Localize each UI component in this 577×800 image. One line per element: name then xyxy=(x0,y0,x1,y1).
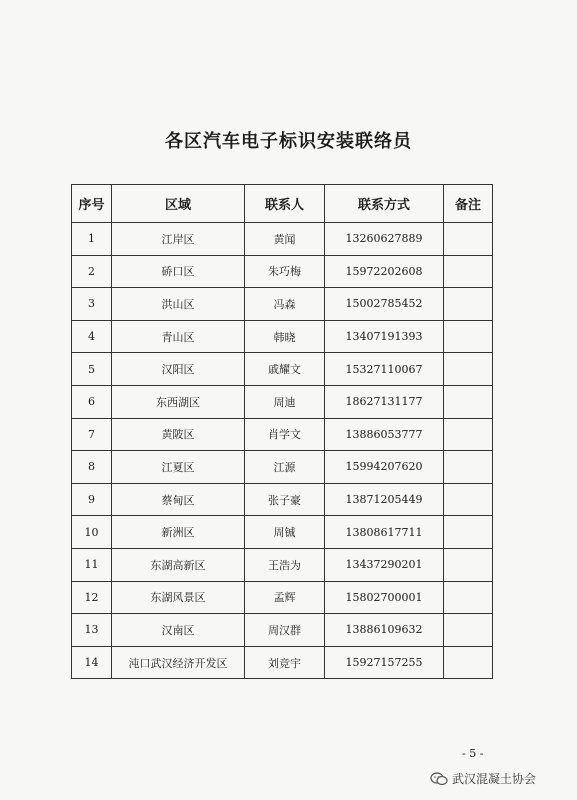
phone-cell: 13871205449 xyxy=(325,483,444,516)
note-cell xyxy=(444,385,493,418)
table-row xyxy=(72,548,493,581)
table-row xyxy=(72,320,493,353)
phone-cell: 15927157255 xyxy=(325,646,444,679)
note-cell xyxy=(444,516,493,549)
table-row xyxy=(72,255,493,288)
district-cell: 江夏区 xyxy=(112,451,245,484)
table-row xyxy=(72,646,493,679)
district-cell: 硚口区 xyxy=(112,255,245,288)
district-cell: 汉南区 xyxy=(112,614,245,647)
note-cell xyxy=(444,581,493,614)
note-cell xyxy=(444,451,493,484)
table-row xyxy=(72,418,493,451)
table-row xyxy=(72,516,493,549)
phone-cell: 15802700001 xyxy=(325,581,444,614)
header-note: 备注 xyxy=(444,185,493,223)
table-row xyxy=(72,353,493,386)
contact-cell: 肖学文 xyxy=(245,418,325,451)
header-no: 序号 xyxy=(72,185,112,223)
district-cell: 汉阳区 xyxy=(112,353,245,386)
header-phone: 联系方式 xyxy=(325,185,444,223)
contact-cell: 张子豪 xyxy=(245,483,325,516)
phone-cell: 13886053777 xyxy=(325,418,444,451)
district-cell: 东西湖区 xyxy=(112,385,245,418)
phone-cell: 13437290201 xyxy=(325,548,444,581)
row-number: 7 xyxy=(72,418,112,451)
district-cell: 青山区 xyxy=(112,320,245,353)
contact-cell: 戚耀文 xyxy=(245,353,325,386)
footer-watermark xyxy=(430,770,536,787)
note-cell xyxy=(444,223,493,256)
phone-cell: 13260627889 xyxy=(325,223,444,256)
row-number: 13 xyxy=(72,614,112,647)
district-cell: 新洲区 xyxy=(112,516,245,549)
table-row xyxy=(72,483,493,516)
row-number: 14 xyxy=(72,646,112,679)
row-number: 5 xyxy=(72,353,112,386)
table-row xyxy=(72,223,493,256)
table-row xyxy=(72,581,493,614)
phone-cell: 15002785452 xyxy=(325,288,444,321)
table-body xyxy=(72,223,493,679)
contact-cell: 王浩为 xyxy=(245,548,325,581)
note-cell xyxy=(444,288,493,321)
note-cell xyxy=(444,548,493,581)
wechat-icon xyxy=(430,772,448,786)
row-number: 4 xyxy=(72,320,112,353)
table-header-row xyxy=(72,185,493,223)
contact-cell: 孟辉 xyxy=(245,581,325,614)
row-number: 10 xyxy=(72,516,112,549)
row-number: 11 xyxy=(72,548,112,581)
contact-cell: 黄闻 xyxy=(245,223,325,256)
table-row xyxy=(72,451,493,484)
district-cell: 江岸区 xyxy=(112,223,245,256)
row-number: 9 xyxy=(72,483,112,516)
page-title: 各区汽车电子标识安装联络员 xyxy=(165,131,412,152)
phone-cell: 18627131177 xyxy=(325,385,444,418)
phone-cell: 13407191393 xyxy=(325,320,444,353)
phone-cell: 15972202608 xyxy=(325,255,444,288)
contact-cell: 江源 xyxy=(245,451,325,484)
contact-cell: 韩晓 xyxy=(245,320,325,353)
table-row xyxy=(72,288,493,321)
note-cell xyxy=(444,320,493,353)
contact-cell: 周铖 xyxy=(245,516,325,549)
district-cell: 东湖风景区 xyxy=(112,581,245,614)
note-cell xyxy=(444,418,493,451)
table-row xyxy=(72,385,493,418)
row-number: 6 xyxy=(72,385,112,418)
district-cell: 黄陂区 xyxy=(112,418,245,451)
row-number: 2 xyxy=(72,255,112,288)
header-district: 区域 xyxy=(112,185,245,223)
district-cell: 蔡甸区 xyxy=(112,483,245,516)
row-number: 3 xyxy=(72,288,112,321)
district-cell: 东湖高新区 xyxy=(112,548,245,581)
header-contact: 联系人 xyxy=(245,185,325,223)
page-number: - 5 - xyxy=(462,747,484,760)
table-row xyxy=(72,614,493,647)
note-cell xyxy=(444,483,493,516)
contact-table xyxy=(71,184,493,679)
contact-cell: 周迪 xyxy=(245,385,325,418)
row-number: 1 xyxy=(72,223,112,256)
phone-cell: 13808617711 xyxy=(325,516,444,549)
note-cell xyxy=(444,614,493,647)
contact-cell: 冯森 xyxy=(245,288,325,321)
footer-label: 武汉混凝土协会 xyxy=(452,772,537,786)
phone-cell: 15327110067 xyxy=(325,353,444,386)
district-cell: 沌口武汉经济开发区 xyxy=(112,646,245,679)
note-cell xyxy=(444,646,493,679)
contact-cell: 刘竞宇 xyxy=(245,646,325,679)
contact-cell: 朱巧梅 xyxy=(245,255,325,288)
phone-cell: 13886109632 xyxy=(325,614,444,647)
note-cell xyxy=(444,353,493,386)
phone-cell: 15994207620 xyxy=(325,451,444,484)
row-number: 8 xyxy=(72,451,112,484)
contact-cell: 周汉群 xyxy=(245,614,325,647)
row-number: 12 xyxy=(72,581,112,614)
note-cell xyxy=(444,255,493,288)
district-cell: 洪山区 xyxy=(112,288,245,321)
